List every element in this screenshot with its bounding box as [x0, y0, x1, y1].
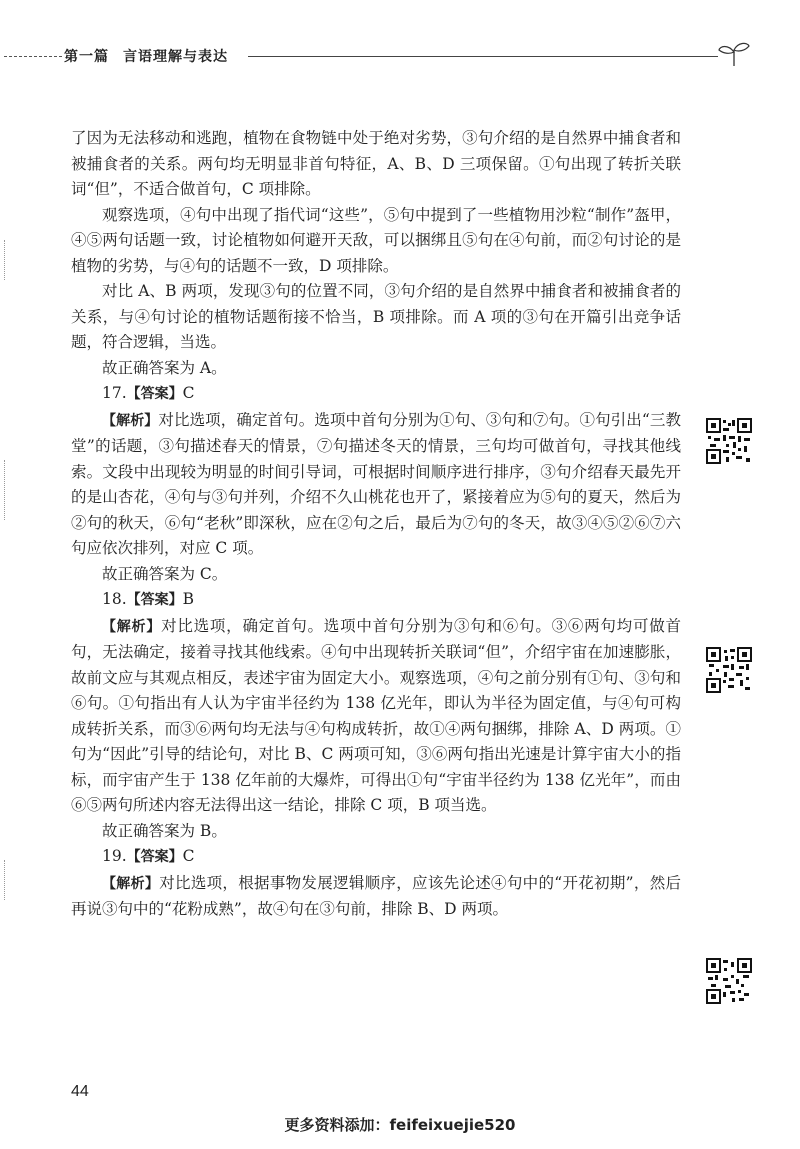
q19-analysis	[71, 871, 681, 923]
margin-dots	[4, 860, 7, 900]
q17-analysis	[71, 408, 681, 562]
q18-answer-line	[71, 587, 681, 614]
q19-number: 19.	[102, 847, 127, 865]
qr-code-icon[interactable]	[706, 647, 752, 693]
margin-dots	[4, 460, 7, 520]
q18-conclusion: 故正确答案为 B。	[102, 821, 227, 840]
q17-number: 17.	[102, 384, 127, 402]
analysis-tag: 【解析】	[102, 875, 160, 892]
analysis-tag: 【解析】	[102, 618, 162, 635]
q18-answer: B	[182, 590, 195, 608]
footer-promo: 更多资料添加：feifeixuejie520	[284, 1116, 516, 1134]
page-number: 44	[71, 1083, 89, 1100]
q19-answer: C	[182, 847, 195, 865]
qr-code-icon[interactable]	[706, 418, 752, 464]
section-label: 第一篇	[64, 49, 109, 65]
q17-conclusion: 故正确答案为 C。	[102, 564, 228, 583]
conclusion: 故正确答案为 A。	[102, 358, 227, 377]
q17-answer: C	[182, 384, 195, 402]
q18-analysis	[71, 614, 681, 819]
q17-answer-line	[71, 381, 681, 408]
q17-analysis-text: 对比选项，确定首句。选项中首句分别为①句、③句和⑦句。①句引出“三教堂”的话题，③句描述春天的情景，⑦句描述冬天的情景，三句均可做首句，寻找其他线索。文段中出现较为明显的时间引导词，可根据时间顺序进行排序，③句介绍春天最先开的是山杏花，④句与③句并列，介绍不久山桃花也开了，紧接着应为⑤句的夏天，然后为②句的秋天，⑥句“老秋”即深秋，应在②句之后，最后为⑦句的冬天，故③④⑤②⑥⑦六句应依次排列，对应 C 项。	[71, 410, 681, 557]
chapter-title: 言语理解与表达	[123, 49, 228, 65]
document-body	[71, 126, 681, 923]
answer-tag: 【答案】	[126, 592, 183, 608]
header-rule	[248, 56, 718, 57]
answer-tag: 【答案】	[126, 386, 183, 402]
paragraph: 对比 A、B 两项，发现③句的位置不同，③句介绍的是自然界中捕食者和被捕食者的关系，与④句讨论的植物话题衔接不恰当，B 项排除。而 A 项的③句在开篇引出竞争话题，符合逻辑，当选。	[71, 282, 681, 351]
header-title	[64, 46, 242, 66]
q18-number: 18.	[102, 590, 127, 608]
analysis-tag: 【解析】	[102, 412, 159, 429]
sprout-icon	[716, 40, 752, 68]
paragraph: 了因为无法移动和逃跑，植物在食物链中处于绝对劣势，③句介绍的是自然界中捕食者和被捕食者的关系。两句均无明显非首句特征，A、B、D 三项保留。①句出现了转折关联词“但”，不适合做首句，C 项排除。	[71, 129, 681, 198]
page-header	[0, 40, 800, 74]
header-dash-line	[4, 56, 62, 57]
answer-tag: 【答案】	[126, 849, 183, 865]
q18-analysis-text: 对比选项，确定首句。选项中首句分别为③句和⑥句。③⑥两句均可做首句，无法确定，接着寻找其他线索。④句中出现转折关联词“但”，介绍宇宙在加速膨胀，故前文应与其观点相反，表述宇宙为固定大小。观察选项，④句之前分别有①句、③句和⑥句。①句指出有人认为宇宙半径约为 138 亿光年，即认为半径为固定值，与④句可构成转折关系，而③⑥两句均无法与④句构成转折，故①④两句捆绑，排除 A、D 两项。①句为“因此”引导的结论句，对比 B、C 两项可知，③⑥两句指出光速是计算宇宙大小的指标，而宇宙产生于 138 亿年前的大爆炸，可得出①句“宇宙半径约为 138 亿光年”，而由⑥⑤两句所述内容无法得出这一结论，排除 C 项，B 项当选。	[71, 616, 681, 814]
qr-code-icon[interactable]	[706, 958, 752, 1004]
q19-answer-line	[71, 844, 681, 871]
q19-analysis-text: 对比选项，根据事物发展逻辑顺序，应该先论述④句中的“开花初期”，然后再说③句中的“花粉成熟”，故④句在③句前，排除 B、D 两项。	[71, 873, 682, 918]
paragraph: 观察选项，④句中出现了指代词“这些”，⑤句中提到了一些植物用沙粒“制作”盔甲，④⑤两句话题一致，讨论植物如何避开天敌，可以捆绑且⑤句在④句前，而②句讨论的是植物的劣势，与④句的话题不一致，D 项排除。	[71, 205, 681, 275]
margin-dots	[4, 240, 7, 280]
